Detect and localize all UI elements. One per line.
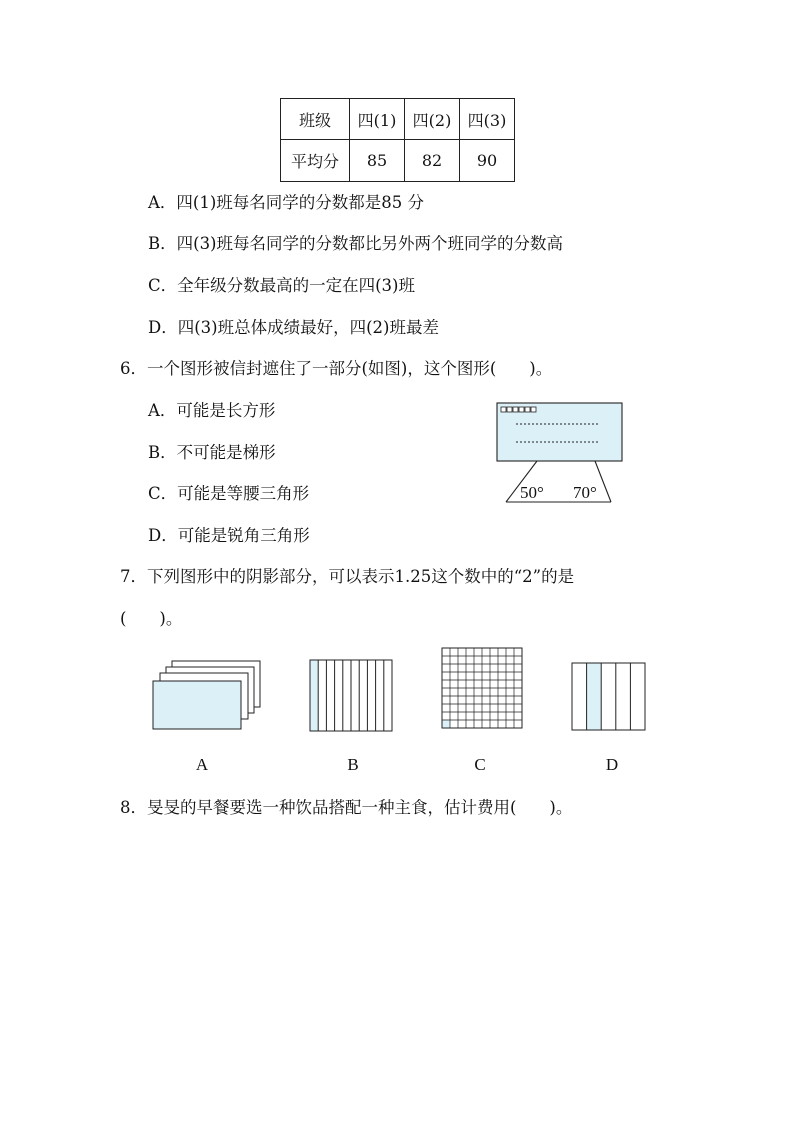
figure-c-hundredths-grid	[441, 647, 525, 731]
q5-option-b: B．四(3)班每名同学的分数都比另外两个班同学的分数高	[148, 234, 563, 253]
figure-label-c: C	[474, 755, 486, 774]
figure-d-fifths-bar	[571, 662, 651, 734]
q6-question: 6．一个图形被信封遮住了一部分(如图)，这个图形( )。	[120, 359, 553, 378]
figure-a-stacked-rectangles	[150, 656, 266, 736]
table-header-row	[281, 99, 515, 140]
q5-option-a: A．四(1)班每名同学的分数都是85 分	[148, 193, 425, 212]
table-cell: 四(1)	[350, 99, 405, 140]
score-table	[280, 98, 515, 182]
q6-option-c: C．可能是等腰三角形	[148, 484, 310, 503]
table-cell: 四(2)	[405, 99, 460, 140]
q8-question: 8．旻旻的早餐要选一种饮品搭配一种主食，估计费用( )。	[120, 798, 573, 817]
figure-label-b: B	[347, 755, 359, 774]
figure-b-tenths-grid	[309, 659, 395, 733]
table-cell: 85	[350, 140, 405, 182]
q6-option-b: B．不可能是梯形	[148, 443, 276, 462]
table-cell: 平均分	[281, 140, 350, 182]
table-cell: 82	[405, 140, 460, 182]
q6-option-a: A．可能是长方形	[148, 401, 276, 420]
q7-question-line2: ( )。	[120, 609, 183, 628]
angle-label-left: 50°	[520, 483, 544, 502]
figure-label-d: D	[605, 755, 619, 774]
table-cell: 班级	[281, 99, 350, 140]
q6-option-d: D．可能是锐角三角形	[148, 526, 310, 545]
q7-question-line1: 7．下列图形中的阴影部分，可以表示1.25这个数中的“2”的是	[120, 567, 575, 586]
q5-option-d: D．四(3)班总体成绩最好，四(2)班最差	[148, 318, 439, 337]
envelope-triangle-figure	[490, 398, 630, 508]
q5-option-c: C．全年级分数最高的一定在四(3)班	[148, 276, 415, 295]
angle-label-right: 70°	[573, 483, 597, 502]
table-cell: 四(3)	[460, 99, 515, 140]
table-row	[281, 140, 515, 182]
figure-label-a: A	[195, 755, 209, 774]
table-cell: 90	[460, 140, 515, 182]
